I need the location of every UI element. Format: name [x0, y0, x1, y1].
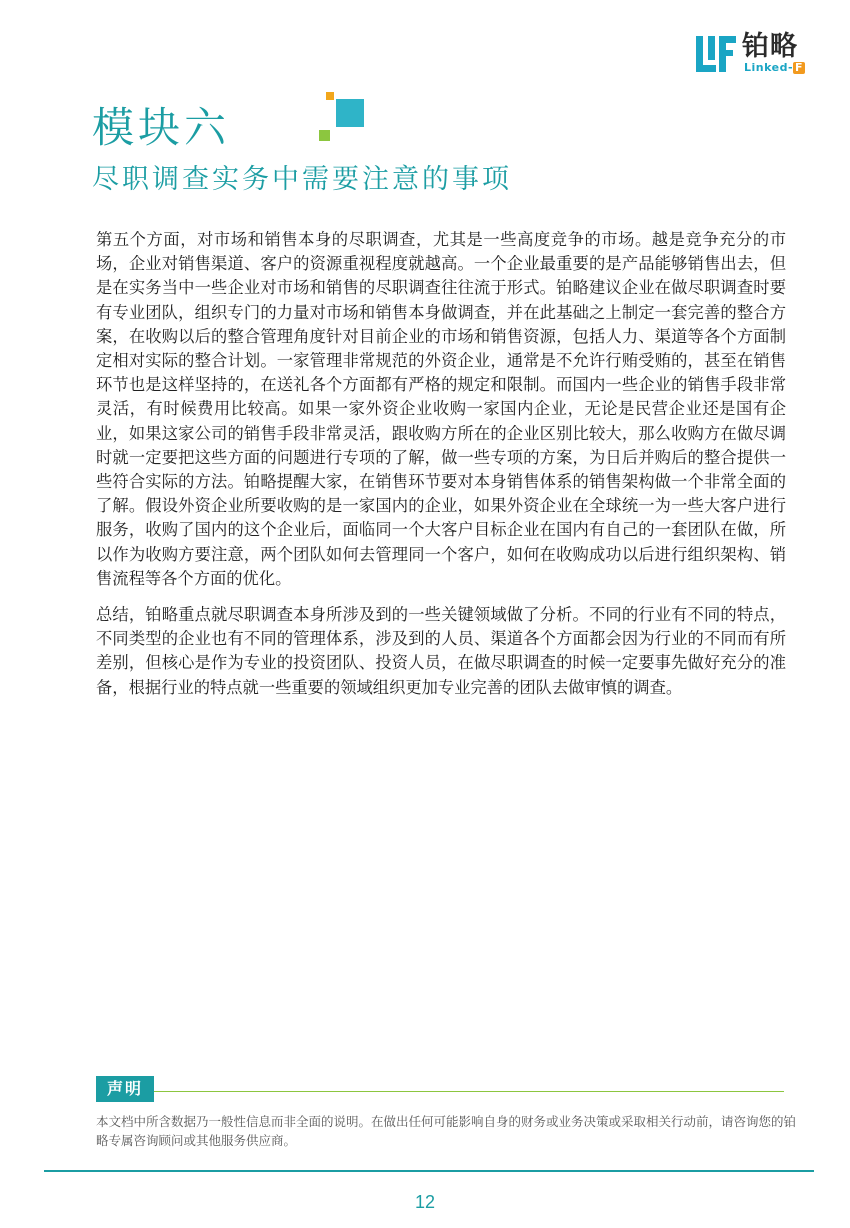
logo-english-name: [744, 62, 805, 74]
declaration-text: 本文档中所含数据乃一般性信息而非全面的说明。在做出任何可能影响自身的财务或业务决策或采取相关行动前，请咨询您的铂略专属咨询顾问或其他服务供应商。: [96, 1114, 797, 1148]
logo-chinese-name: 铂略: [742, 31, 798, 62]
logo-english-text: Linked-: [744, 61, 794, 74]
paragraph: 总结，铂略重点就尽职调查本身所涉及到的一些关键领域做了分析。不同的行业有不同的特点，不同类型的企业也有不同的管理体系，涉及到的人员、渠道各个方面都会因为行业的不同而有所差别，但核心是作为专业的投资团队、投资人员，在做尽职调查的时候一定要事先做好充分的准备，根据行业的特点就一些重要的领域组织更加专业完善的团队去做审慎的调查。: [96, 605, 786, 697]
decor-square-green: [319, 130, 330, 141]
decor-square-orange: [326, 92, 334, 100]
paragraph: 第五个方面，对市场和销售本身的尽职调查，尤其是一些高度竞争的市场。越是竞争充分的市场，企业对销售渠道、客户的资源重视程度就越高。一个企业最重要的是产品能够销售出去，但是在实务当中一些企业对市场和销售的尽职调查往往流于形式。铂略建议企业在做尽职调查时要有专业团队，组织专门的力量对市场和销售本身做调查，并在此基础之上制定一套完善的整合方案，在收购以后的整合管理角度针对目前企业的市场和销售资源，包括人力、渠道等各个方面制定相对实际的整合计划。一家管理非常规范的外资企业，通常是不允许行贿受贿的，甚至在销售环节也是这样坚持的，在送礼各个方面都有严格的规定和限制。而国内一些企业的销售手段非常灵活，有时候费用比较高。如果一家外资企业收购一家国内企业，无论是民营企业还是国有企业，如果这家公司的销售手段非常灵活，跟收购方所在的企业区别比较大，那么收购方在做尽调时就一定要把这些方面的问题进行专项的了解，做一些专项的方案，为日后并购后的整合提供一些符合实际的方法。铂略提醒大家，在销售环节要对本身销售体系的销售架构做一个非常全面的了解。假设外资企业所要收购的是一家国内的企业，如果外资企业在全球统一为一些大客户进行服务，收购了国内的这个企业后，面临同一个大客户目标企业在国内有自己的一套团队在做，所以作为收购方要注意，两个团队如何去管理同一个客户，如何在收购成功以后进行组织架构、销售流程等各个方面的优化。: [96, 230, 786, 588]
logo-mark-icon: [694, 32, 738, 76]
module-subtitle: 尽职调查实务中需要注意的事项: [92, 164, 512, 195]
declaration-label: 声明: [96, 1076, 154, 1102]
declaration-divider: [154, 1091, 784, 1092]
decor-square-blue: [336, 99, 364, 127]
footer-divider: [44, 1170, 814, 1172]
body-text: [96, 228, 786, 712]
company-logo: [694, 32, 819, 76]
module-title: 模块六: [92, 103, 231, 152]
page-number: 12: [414, 1192, 436, 1212]
logo-f-badge: F: [795, 61, 804, 74]
